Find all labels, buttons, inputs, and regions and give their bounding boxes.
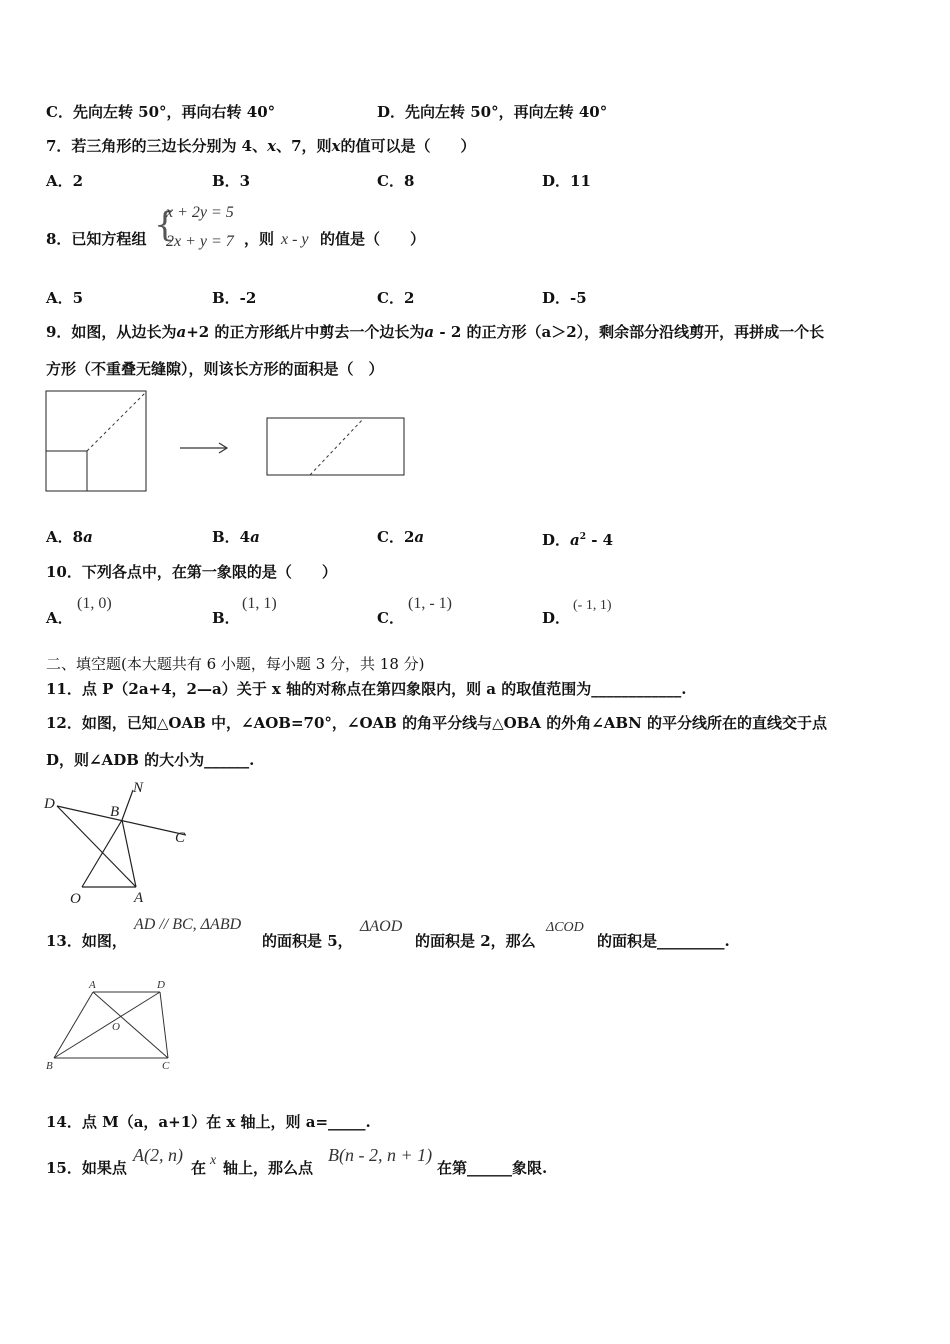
q13-stem-part-3: 的面积是 2，那么	[415, 932, 536, 950]
q9-exponent: 2	[579, 532, 587, 542]
q11-text: 11．点 P（2a+4，2—a）关于 x 轴的对称点在第四象限内，则 a 的取值范围为____________.	[46, 680, 687, 698]
q8-option-b: B．-2	[212, 289, 257, 307]
q10-option-c-label: C．	[377, 609, 404, 627]
q9-var-a: a	[414, 528, 425, 546]
q8-stem-mid: ，则	[244, 230, 275, 248]
q9-var-a: a	[250, 528, 260, 546]
q13-math-1: AD // BC, ΔABD	[134, 916, 242, 933]
q13-stem-part-4: 的面积是_________.	[597, 932, 730, 950]
q9-option-d-tail: - 4	[586, 531, 614, 549]
q10-option-d-point: (- 1, 1)	[573, 598, 612, 613]
q13-side-AB	[54, 992, 93, 1058]
q13-diagonal-BD	[54, 992, 160, 1058]
q9-var-a: a	[570, 531, 580, 549]
q15-stem-part-2: 在	[191, 1159, 207, 1177]
q9-stem-part: - 2 的正方形（a＞2），剩余部分沿线剪开，再拼成一个长	[434, 323, 825, 341]
q9-var-a: a	[83, 528, 93, 546]
q8-option-d: D．-5	[542, 289, 587, 307]
q10-option-a-point: (1, 0)	[77, 595, 112, 612]
q13-math-3: ΔCOD	[546, 920, 584, 935]
q12-line-1: 12．如图，已知△OAB 中，∠AOB=70°，∠OAB 的角平分线与△OBA 的外角∠ABN 的平分线所在的直线交于点	[46, 714, 828, 732]
q6-option-d: D．先向左转 50°，再向左转 40°	[377, 103, 608, 121]
q9-option-a-text: A．8	[46, 528, 84, 546]
q13-label-c: C	[162, 1060, 170, 1072]
q12-label-c: C	[175, 830, 186, 846]
q13-stem-part-2: 的面积是 5，	[262, 932, 353, 950]
q7-option-a: A．2	[46, 172, 84, 190]
q7-option-b: B．3	[212, 172, 251, 190]
q10-option-a-label: A．	[46, 609, 73, 627]
q13-math-2: ΔAOD	[360, 918, 403, 935]
q9-stem-part: +2 的正方形纸片中剪去一个边长为	[186, 323, 425, 341]
q8-equation-1: x + 2y = 5	[166, 204, 234, 221]
q8-option-c: C．2	[377, 289, 415, 307]
q9-var-a: a	[424, 323, 435, 341]
q9-stem-line-2: 方形（不重叠无缝隙），则该长方形的面积是（ ）	[46, 360, 384, 378]
q12-label-o: O	[70, 891, 81, 907]
q13-label-a: A	[89, 979, 96, 991]
q7-stem-part: 、7，则	[276, 137, 332, 155]
q7-stem-part: 7．若三角形的三边长分别为 4、	[46, 137, 268, 155]
q7-option-c: C．8	[377, 172, 415, 190]
q15-stem-part-4: 在第______象限.	[437, 1159, 548, 1177]
q13-label-d: D	[157, 979, 165, 991]
q14-text: 14．点 M（a，a+1）在 x 轴上，则 a=_____.	[46, 1113, 371, 1131]
q13-label-o: O	[112, 1021, 120, 1033]
q8-expression: x - y	[281, 231, 309, 248]
q9-option-c-text: C．2	[377, 528, 415, 546]
q6-option-c: C．先向左转 50°，再向右转 40°	[46, 103, 276, 121]
q7-option-d: D．11	[542, 172, 591, 190]
q9-option-b-text: B．4	[212, 528, 251, 546]
q7-var-x: x	[331, 137, 341, 155]
q9-stem-part: 9．如图，从边长为	[46, 323, 177, 341]
q12-line-2: D，则∠ADB 的大小为______.	[46, 751, 255, 769]
q12-label-d: D	[44, 796, 55, 812]
q8-option-a-text: A．5	[46, 289, 84, 307]
q8-equation-2: 2x + y = 7	[166, 233, 234, 250]
q8-stem-suffix: 的值是（ ）	[320, 230, 426, 248]
q12-label-b: B	[110, 804, 120, 820]
q10-stem: 10．下列各点中，在第一象限的是（ ）	[46, 563, 337, 581]
q10-option-d-label: D．	[542, 609, 571, 627]
q10-option-b-label: B．	[212, 609, 240, 627]
q8-brace: {	[154, 205, 176, 245]
q12-label-n: N	[133, 780, 144, 796]
q13-label-b: B	[46, 1060, 53, 1072]
q10-option-c-point: (1, - 1)	[408, 595, 452, 612]
q15-stem-prefix: 15．如果点	[46, 1159, 127, 1177]
q10-option-b-point: (1, 1)	[242, 595, 277, 612]
q13-stem-prefix: 13．如图，	[46, 932, 127, 950]
q13-side-DC	[160, 992, 168, 1058]
q8-stem-prefix: 8．已知方程组	[46, 230, 147, 248]
q9-option-d-text: D．	[542, 531, 571, 549]
q13-diagonal-AC	[93, 992, 168, 1058]
q7-stem-part: 的值可以是（ ）	[340, 137, 476, 155]
q15-axis-x: x	[210, 1153, 217, 1168]
q12-label-a: A	[134, 890, 144, 906]
q15-point-a: A(2, n)	[133, 1145, 183, 1165]
section-2-heading: 二、填空题(本大题共有 6 小题，每小题 3 分，共 18 分)	[46, 655, 425, 673]
q15-stem-part-3: 轴上，那么点	[223, 1159, 314, 1177]
q15-point-b: B(n - 2, n + 1)	[328, 1145, 433, 1165]
q9-var-a: a	[176, 323, 187, 341]
q7-var-x: x	[267, 137, 277, 155]
